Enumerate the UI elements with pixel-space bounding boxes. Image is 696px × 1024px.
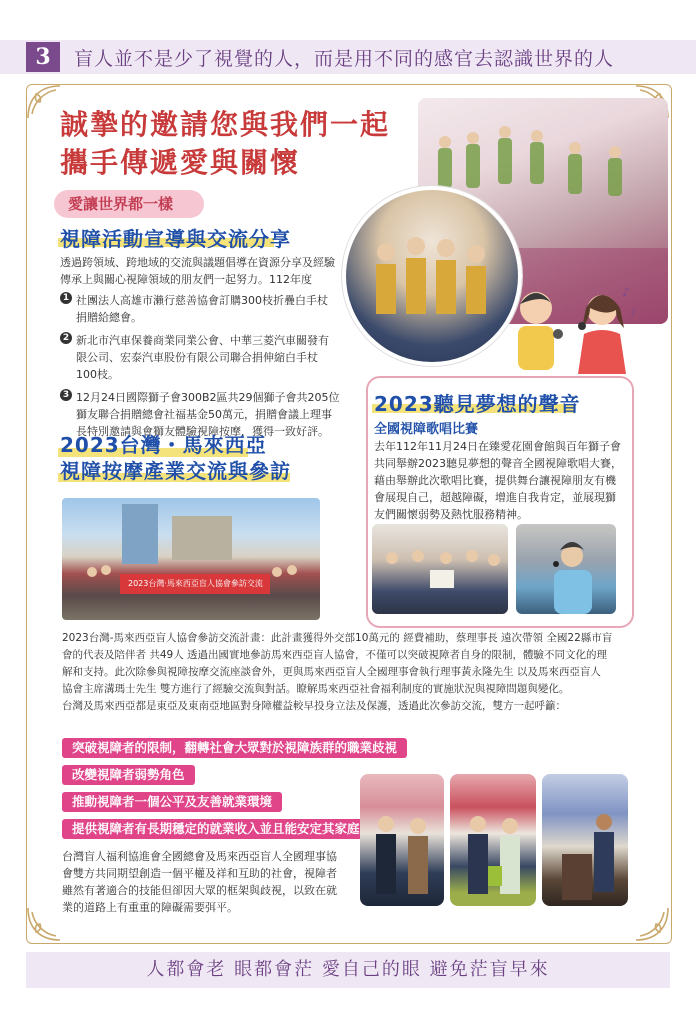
list-line: 新北市汽車保養商業同業公會、中華三菱汽車關發有 bbox=[76, 334, 329, 347]
body-line: 會雙方共同期望創造一個平權及祥和互助的社會，視障者 bbox=[62, 867, 337, 880]
body-line: 2023台灣-馬來西亞盲人協會參訪交流計畫：此計畫獲得外交部10萬元的 經費補助，蔡理事長 遠次帶領 全國22縣市盲 bbox=[62, 632, 613, 644]
list-number: 1 bbox=[60, 292, 72, 304]
singing-contest-subheading: 全國視障歌唱比賽 bbox=[374, 422, 479, 437]
body-line: 共同舉辦2023聽見夢想的聲音全國視障歌唱大賽， bbox=[374, 457, 622, 470]
body-line: 會展現自己，超越障礙，增進自我肯定，並展現獅 bbox=[374, 491, 616, 504]
section-heading-malaysia bbox=[60, 432, 291, 484]
group-photo-banner: 2023台灣·馬來西亞盲人協會參訪交流 bbox=[128, 579, 263, 588]
singing-contest-heading: 2023聽見夢想的聲音 bbox=[374, 392, 581, 416]
svg-text:♪: ♪ bbox=[630, 308, 637, 319]
title-line-1: 誠摯的邀請您與我們一起 bbox=[60, 108, 391, 141]
exchange-speech-photo bbox=[542, 774, 628, 906]
list-item bbox=[60, 292, 350, 326]
intro-line: 透過跨領域、跨地域的交流與議題倡導在資源分享及經驗 bbox=[60, 256, 335, 269]
list-line: 限公司、宏泰汽車股份有限公司聯合捐伸縮白手杖 bbox=[76, 351, 318, 364]
frame-corner-ornament-icon bbox=[634, 906, 670, 942]
section-heading-outreach: 視障活動宣導與交流分享 bbox=[60, 227, 291, 251]
singing-contest-body bbox=[374, 438, 626, 523]
award-ceremony-photo bbox=[372, 524, 508, 614]
header-tagline: 盲人並不是少了視覺的人，而是用不同的感官去認識世界的人 bbox=[74, 48, 615, 70]
title-line-2: 攜手傳遞愛與關懷 bbox=[60, 146, 301, 179]
section-pill-label: 愛讓世界都一樣 bbox=[54, 190, 204, 218]
body-line: 解和支持。此次除參與視障按摩交流座談會外，更與馬來西亞盲人全國理事會執行理事黃永隆先生 以及馬來西亞盲人 bbox=[62, 666, 601, 678]
body-line: 業的道路上有重重的障礙需要弭平。 bbox=[62, 901, 238, 914]
outreach-list bbox=[60, 292, 350, 440]
lions-club-donation-photo bbox=[342, 186, 522, 366]
body-line: 友們關懷弱勢及熱忱服務精神。 bbox=[374, 508, 528, 521]
page-title bbox=[60, 106, 390, 182]
list-line: 獅友聯合捐贈總會社福基金50萬元，捐贈會議上理事 bbox=[76, 408, 332, 421]
footer-slogan: 人都會老 眼都會茫 愛自己的眼 避免茫盲早來 bbox=[146, 959, 550, 980]
intro-line: 傳承上與關心視障領域的朋友們一起努力。112年度 bbox=[60, 273, 312, 286]
malaysia-group-photo bbox=[62, 498, 320, 620]
body-line: 會的代表及陪伴者 共49人 透過出國實地參訪馬來西亞盲人協會，不僅可以突破視障者自身的限制，體驗不同文化的理 bbox=[62, 649, 608, 661]
appeal-tag: 改變視障者弱勢角色 bbox=[62, 765, 195, 785]
body-line: 去年112年11月24日在臻愛花園會館與百年獅子會 bbox=[374, 440, 621, 453]
outreach-intro bbox=[60, 254, 340, 288]
exchange-paragraph bbox=[62, 630, 642, 715]
list-line: 12月24日國際獅子會300B2區共29個獅子會共205位 bbox=[76, 391, 340, 404]
appeal-tag: 突破視障者的限制，翻轉社會大眾對於視障族群的職業歧視 bbox=[62, 738, 407, 758]
frame-corner-ornament-icon bbox=[26, 906, 62, 942]
exchange-gift-photo-2 bbox=[450, 774, 536, 906]
list-line: 捐贈給總會。 bbox=[76, 311, 142, 324]
frame-corner-ornament-icon bbox=[26, 84, 62, 120]
list-line: 社團法人高雄市瀨行慈善協會訂購300枝折疊白手杖 bbox=[76, 294, 328, 307]
heading-line: 視障按摩產業交流與參訪 bbox=[60, 459, 291, 483]
list-line: 100枝。 bbox=[76, 368, 119, 381]
list-number: 3 bbox=[60, 389, 72, 401]
appeal-tag: 提供視障者有長期穩定的就業收入並且能安定其家庭 bbox=[62, 819, 370, 839]
singing-cartoon-illustration bbox=[500, 278, 640, 378]
list-line: 長特別邀請與會獅友體驗視障按摩，獲得一致好評。 bbox=[76, 425, 329, 438]
heading-line: 2023台灣・馬來西亞 bbox=[60, 433, 267, 457]
list-number: 2 bbox=[60, 332, 72, 344]
list-item bbox=[60, 332, 350, 383]
exchange-closing bbox=[62, 848, 352, 916]
body-line: 藉由舉辦此次歌唱比賽，提供舞台讓視障朋友有機 bbox=[374, 474, 616, 487]
body-line: 雖然有著適合的技能但卻因大眾的框架與歧視，以致在就 bbox=[62, 884, 337, 897]
appeal-tag: 推動視障者一個公平及友善就業環境 bbox=[62, 792, 282, 812]
svg-text:♪: ♪ bbox=[622, 285, 630, 299]
exchange-gift-photo-1 bbox=[360, 774, 444, 906]
page-number: 3 bbox=[26, 42, 60, 72]
singer-performance-photo bbox=[516, 524, 616, 614]
body-line: 台灣及馬來西亞都是東亞及東南亞地區對身障權益較早投身立法及保護，透過此次參訪交流，雙方一起呼籲： bbox=[62, 700, 566, 712]
body-line: 協會主席溝瑪士先生 雙方進行了經驗交流與對話。瞭解馬來西亞社會福利制度的實施狀況與視障問題與變化。 bbox=[62, 683, 570, 695]
body-line: 台灣盲人福利協進會全國總會及馬來西亞盲人全國理事協 bbox=[62, 850, 337, 863]
